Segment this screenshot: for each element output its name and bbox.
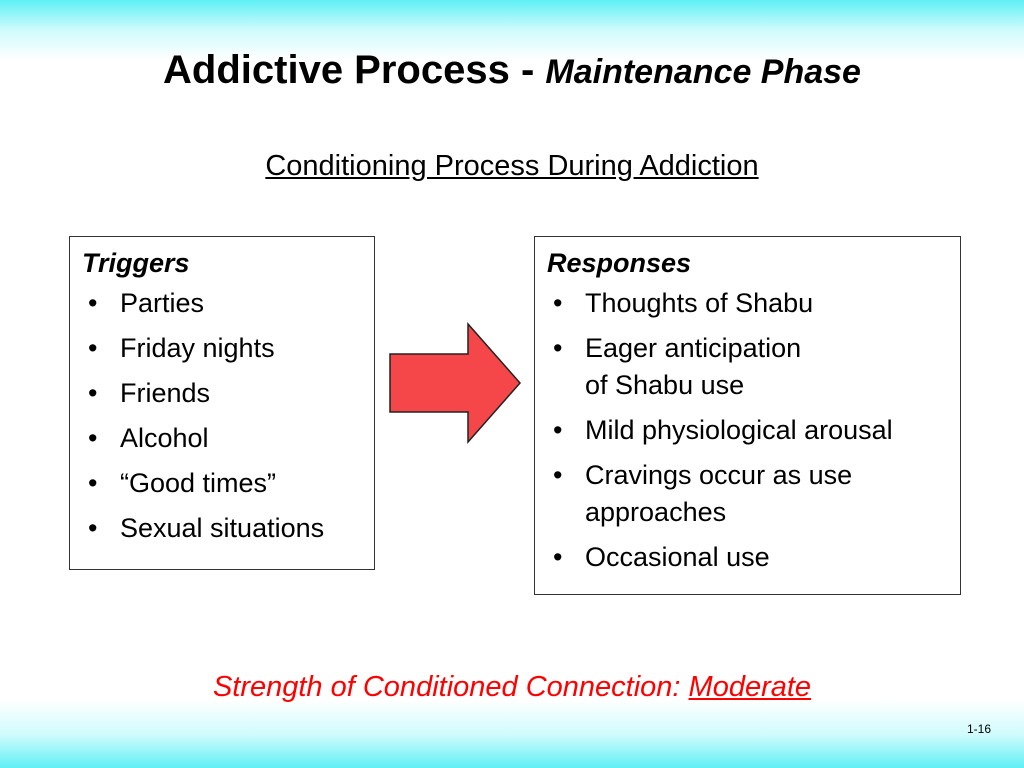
arrow-shape [390,324,520,442]
slide-title [0,42,1024,100]
response-item: • Mild physiological arousal [547,412,950,449]
triggers-box [69,236,375,570]
triggers-heading: Triggers [82,248,190,278]
responses-box [534,236,961,595]
trigger-item: • “Good times” [82,465,364,502]
right-arrow-icon [388,322,522,444]
responses-list [547,285,950,576]
strength-statement [0,668,1024,706]
response-item: • Occasional use [547,539,950,576]
response-item: • Eager anticipation of Shabu use [547,330,950,404]
title-main: Addictive Process - [163,48,546,92]
trigger-item: • Alcohol [82,420,364,457]
title-phase: Maintenance Phase [545,53,861,91]
slide-subtitle: Conditioning Process During Addiction [265,150,759,182]
response-item: • Cravings occur as use approaches [547,457,950,531]
response-item: • Thoughts of Shabu [547,285,950,322]
trigger-item: • Parties [82,285,364,322]
trigger-item: • Friday nights [82,330,364,367]
trigger-item: • Sexual situations [82,510,364,547]
strength-value: Moderate [688,671,812,703]
triggers-list [82,285,364,547]
trigger-item: • Friends [82,375,364,412]
page-number: 1-16 [966,722,991,736]
responses-heading: Responses [547,248,692,278]
strength-label: Strength of Conditioned Connection: [212,671,689,703]
